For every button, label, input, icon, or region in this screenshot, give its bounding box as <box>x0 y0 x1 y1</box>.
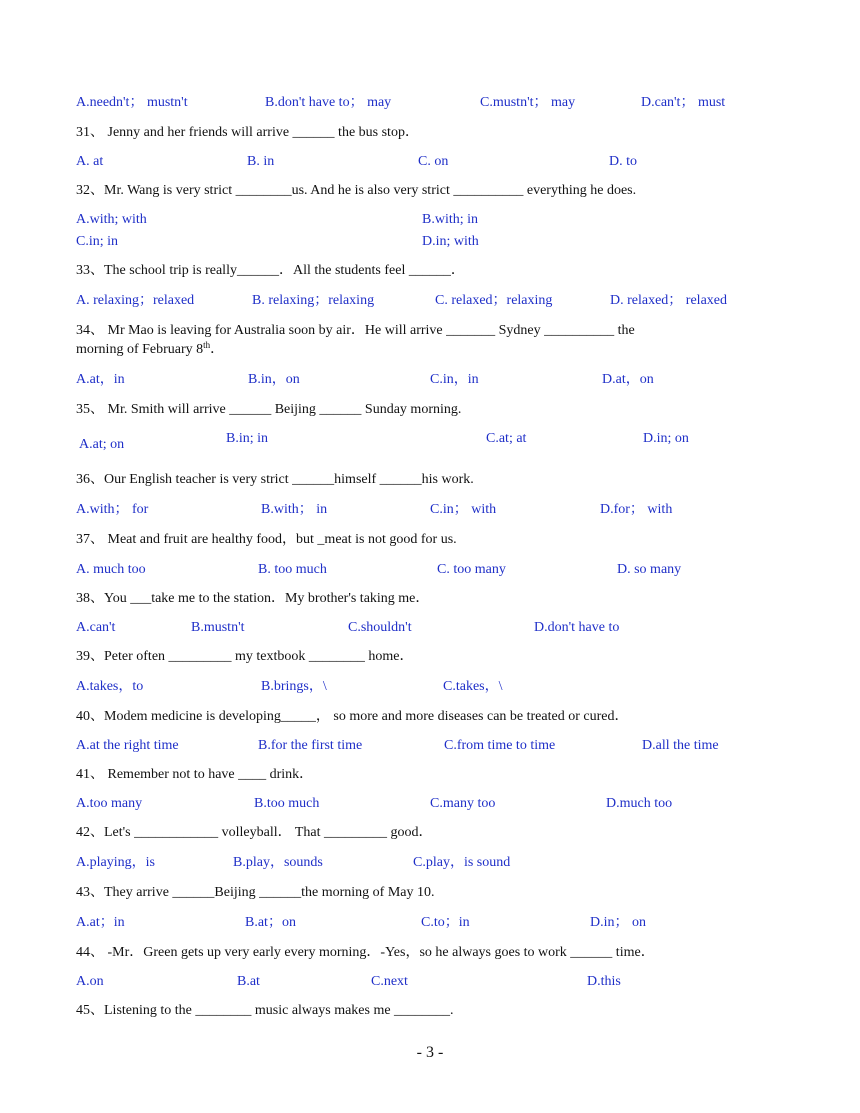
ordinal-suffix: th <box>203 340 211 350</box>
question-text: 43、They arrive ______Beijing ______the morning of May 10. <box>76 885 435 900</box>
option-c: C.takes，\ <box>443 679 503 694</box>
option-b: B.brings，\ <box>261 679 327 694</box>
question-42 <box>0 824 860 844</box>
options-row <box>0 94 860 114</box>
question-32 <box>0 182 860 202</box>
option-c: C.to；in <box>421 915 470 930</box>
option-b: B. too much <box>258 562 327 577</box>
question-41 <box>0 766 860 786</box>
option-a: A. at <box>76 154 104 169</box>
question-text: 31、 Jenny and her friends will arrive ______ the bus stop． <box>76 125 419 140</box>
options-row <box>0 737 860 757</box>
options-row <box>0 501 860 521</box>
option-b: B.don't have to； may <box>265 95 392 110</box>
option-a: A.needn't； mustn't <box>76 95 188 110</box>
options-row <box>0 211 860 231</box>
question-text: 34、 Mr Mao is leaving for Australia soon by air．He will arrive _______ Sydney __________ the <box>76 323 635 338</box>
option-c: C.play，is sound <box>413 855 511 870</box>
option-c: C. too many <box>437 562 506 577</box>
option-d: D.for； with <box>600 502 673 517</box>
options-row <box>0 973 860 993</box>
option-d: D.can't； must <box>641 95 726 110</box>
option-d: D.in； on <box>590 915 646 930</box>
question-text: 38、You ___take me to the station．My brother's taking me． <box>76 591 430 606</box>
option-a: A.on <box>76 974 104 989</box>
question-text: 33、The school trip is really______．All the students feel ______． <box>76 263 465 278</box>
page-number: - 3 - <box>416 1044 444 1061</box>
options-row <box>0 854 860 874</box>
options-row <box>0 153 860 173</box>
option-b: B.mustn't <box>191 620 245 635</box>
question-43 <box>0 884 860 904</box>
option-a: A.can't <box>76 620 116 635</box>
option-a: A.with； for <box>76 502 149 517</box>
question-38 <box>0 590 860 610</box>
option-d: D.much too <box>606 796 673 811</box>
option-a: A.at，in <box>76 372 125 387</box>
option-b: B. relaxing；relaxing <box>252 293 375 308</box>
option-b: B.for the first time <box>258 738 363 753</box>
question-text: 32、Mr. Wang is very strict ________us. And he is also very strict __________ everything he does. <box>76 183 637 198</box>
option-a: A.too many <box>76 796 143 811</box>
option-c: C.shouldn't <box>348 620 412 635</box>
option-a: A. much too <box>76 562 146 577</box>
option-d: D.in; on <box>643 431 689 446</box>
options-row <box>0 233 860 253</box>
option-d: D.this <box>587 974 621 989</box>
option-b: B.at <box>237 974 260 989</box>
option-c: C.many too <box>430 796 496 811</box>
option-a: A.at；in <box>76 915 125 930</box>
options-row <box>0 795 860 815</box>
question-35 <box>0 401 860 421</box>
question-33 <box>0 262 860 282</box>
option-d: D.don't have to <box>534 620 620 635</box>
option-d: D. so many <box>617 562 682 577</box>
options-row <box>0 292 860 312</box>
option-a: A.playing，is <box>76 855 155 870</box>
question-text: 45、Listening to the ________ music always makes me ________. <box>76 1003 454 1018</box>
question-text: 36、Our English teacher is very strict ______himself ______his work. <box>76 472 474 487</box>
option-d: D. relaxed； relaxed <box>610 293 727 308</box>
question-text: 35、 Mr. Smith will arrive ______ Beijing ______ Sunday morning. <box>76 402 462 417</box>
option-a: A.at; on <box>79 437 125 452</box>
option-b: B.play，sounds <box>233 855 323 870</box>
option-c: C.at; at <box>486 431 527 446</box>
options-row <box>0 371 860 391</box>
option-b: B.at；on <box>245 915 296 930</box>
option-c: C.next <box>371 974 408 989</box>
option-c: C. relaxed；relaxing <box>435 293 553 308</box>
question-45 <box>0 1002 860 1022</box>
question-34-line-2 <box>0 341 860 361</box>
option-a: A. relaxing；relaxed <box>76 293 195 308</box>
option-c: C.in; in <box>76 234 119 249</box>
question-37 <box>0 531 860 551</box>
option-b: B.with； in <box>261 502 328 517</box>
question-text: 42、Let's ____________ volleyball． That _________ good． <box>76 825 433 840</box>
option-a: A.takes，to <box>76 679 144 694</box>
question-text: 37、 Meat and fruit are healthy food，but _meat is not good for us. <box>76 532 457 547</box>
options-row <box>0 914 860 934</box>
option-c: C. on <box>418 154 449 169</box>
options-row <box>0 619 860 639</box>
option-a: A.with; with <box>76 212 147 227</box>
option-b: B.too much <box>254 796 320 811</box>
question-text: 44、 -Mr．Green gets up very early every morning．-Yes，so he always goes to work ______ time． <box>76 945 655 960</box>
question-34 <box>0 322 860 342</box>
question-36 <box>0 471 860 491</box>
question-text: 39、Peter often _________ my textbook ________ home． <box>76 649 414 664</box>
option-a: A.at the right time <box>76 738 179 753</box>
option-c: C.mustn't； may <box>480 95 576 110</box>
option-b: B.with; in <box>422 212 479 227</box>
option-c: C.in，in <box>430 372 479 387</box>
option-b: B.in; in <box>226 431 269 446</box>
option-d: D.all the time <box>642 738 719 753</box>
option-d: D. to <box>609 154 637 169</box>
option-d: D.in; with <box>422 234 479 249</box>
option-b: B. in <box>247 154 275 169</box>
question-text: 40、Modem medicine is developing_____， so more and more diseases can be treated or cured． <box>76 709 629 724</box>
options-row <box>0 678 860 698</box>
question-text-continued: morning of February 8th． <box>76 340 225 357</box>
question-text: 41、 Remember not to have ____ drink． <box>76 767 314 782</box>
option-c: C.from time to time <box>444 738 556 753</box>
options-row <box>0 430 860 450</box>
question-40 <box>0 708 860 728</box>
option-c: C.in； with <box>430 502 497 517</box>
question-39 <box>0 648 860 668</box>
option-b: B.in，on <box>248 372 300 387</box>
question-44 <box>0 944 860 964</box>
question-31 <box>0 124 860 144</box>
options-row <box>0 561 860 581</box>
option-d: D.at，on <box>602 372 654 387</box>
